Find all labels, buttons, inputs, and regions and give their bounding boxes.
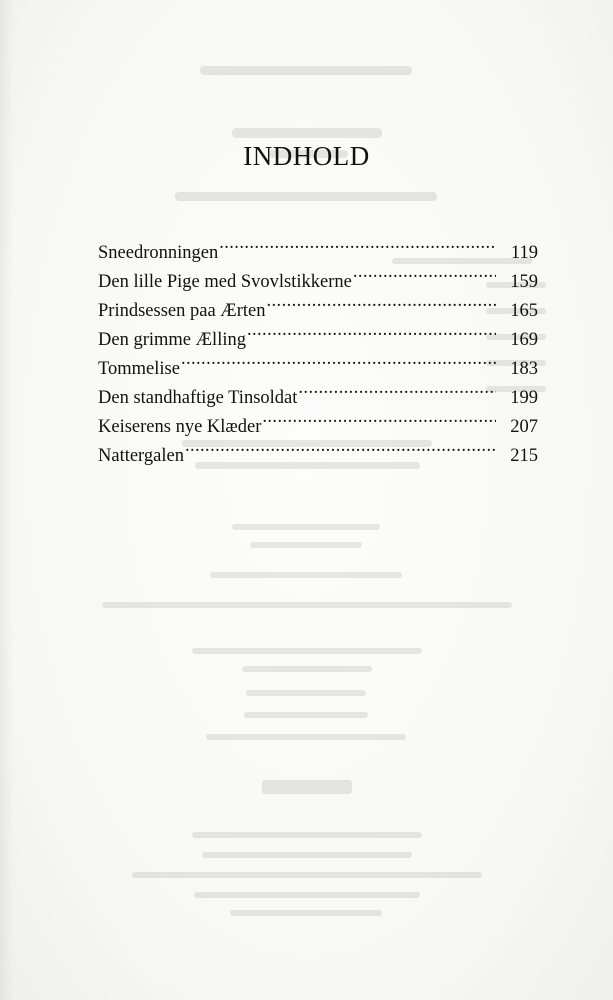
dot-leader: [219, 229, 496, 258]
toc-entry-title: Tommelise: [98, 359, 180, 379]
toc-entry-page: 165: [510, 301, 538, 321]
toc-entry-page: 159: [510, 272, 538, 292]
dot-leader: [185, 432, 496, 461]
toc-entry-title: Den standhaftige Tinsoldat: [98, 388, 298, 408]
dot-leader: [262, 403, 496, 432]
toc-entry-title: Prindsessen paa Ærten: [98, 301, 266, 321]
toc-entry-page: 119: [510, 243, 538, 263]
toc-entry-title: Den lille Pige med Svovlstikkerne: [98, 272, 352, 292]
toc-entry-title: Den grimme Ælling: [98, 330, 246, 350]
toc-entry-page: 169: [510, 330, 538, 350]
toc-entry: [98, 229, 538, 263]
table-of-contents: [98, 229, 538, 466]
dot-leader: [181, 345, 496, 374]
toc-entry-page: 207: [510, 417, 538, 437]
dot-leader: [247, 316, 496, 345]
toc-entry-title: Keiserens nye Klæder: [98, 417, 262, 437]
toc-entry-title: Nattergalen: [98, 446, 184, 466]
dot-leader: [298, 374, 496, 403]
toc-entry-page: 215: [510, 446, 538, 466]
dot-leader: [267, 287, 497, 316]
toc-entry-page: 183: [510, 359, 538, 379]
toc-entry-page: 199: [510, 388, 538, 408]
page-title: INDHOLD: [243, 141, 370, 171]
toc-entry-title: Sneedronningen: [98, 243, 219, 263]
dot-leader: [353, 258, 496, 287]
